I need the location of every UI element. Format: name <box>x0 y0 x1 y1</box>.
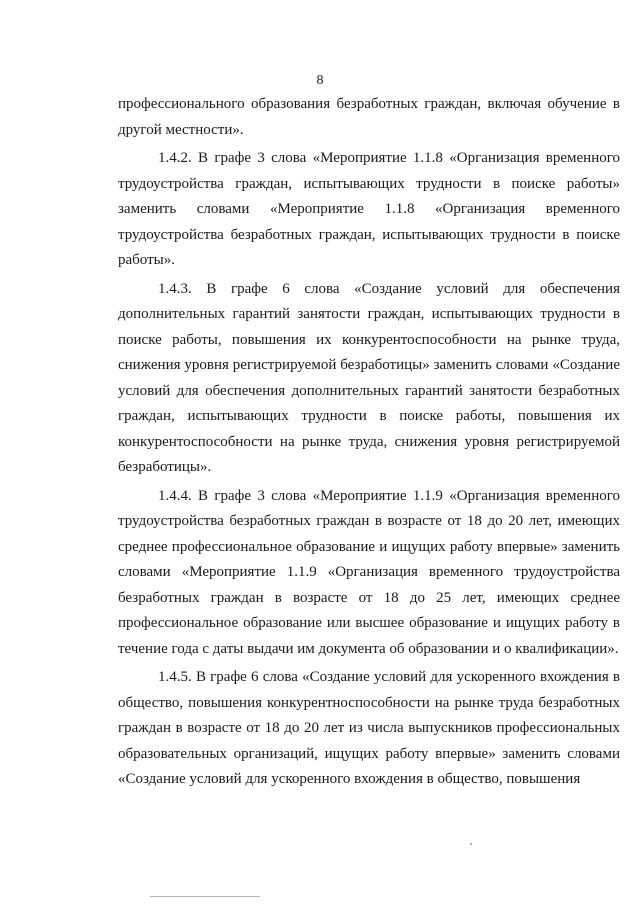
paragraph-1-4-4: 1.4.4. В графе 3 слова «Мероприятие 1.1.9 «Организация временного трудоустройства безработных граждан в возрасте от 18 до 20 лет, имеющих среднее профессиональное образование и ищущих работу впервые» заменить словами «Мероприятие 1.1.9 «Организация временного трудоустройства безработных граждан в возрасте от 18 до 25 лет, имеющих среднее профессиональное образование или высшее образование и ищущих работу в течение года с даты выдачи им документа об образовании и о квалификации». <box>118 487 620 657</box>
page-number: 8 <box>316 73 324 88</box>
scan-artifact-line <box>150 896 260 897</box>
paragraph-1-4-5: 1.4.5. В графе 6 слова «Создание условий для ускоренного вхождения в общество, повышения конкурентноспособности на рынке труда безработных граждан в возрасте от 18 до 20 лет из числа выпускников профессиональных образовательных организаций, ищущих работу впервые» заменить словами «Создание условий для ускоренного вхождения в общество, повышения <box>118 669 620 787</box>
paragraph-intro-continuation: профессионального образования безработных граждан, включая обучение в другой местности». <box>118 96 620 138</box>
paragraph-1-4-2: 1.4.2. В графе 3 слова «Мероприятие 1.1.8 «Организация временного трудоустройства граждан, испытывающих трудности в поиске работы» заменить словами «Мероприятие 1.1.8 «Организация временного трудоустройства безработных граждан, испытывающих трудности в поиске работы». <box>118 150 620 268</box>
document-body <box>118 92 620 796</box>
scan-artifact-dot <box>470 843 472 845</box>
paragraph-1-4-3: 1.4.3. В графе 6 слова «Создание условий для обеспечения дополнительных гарантий занятости граждан, испытывающих трудности в поиске работы, повышения их конкурентоспособности на рынке труда, снижения уровня регистрируемой безработицы» заменить словами «Создание условий для обеспечения дополнительных гарантий занятости безработных граждан, испытывающих трудности в поиске работы, повышения их конкурентоспособности на рынке труда, снижения уровня регистрируемой безработицы». <box>118 280 620 475</box>
